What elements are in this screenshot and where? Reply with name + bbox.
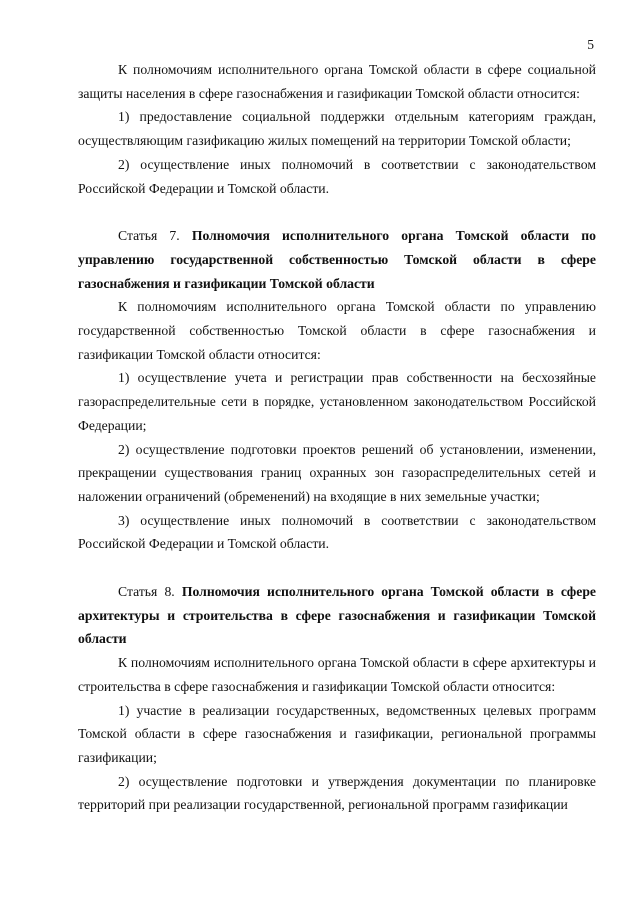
article-8-paragraph-item-1: 1) участие в реализации государственных, ведомственных целевых программ Томской области в сфере газоснабжения и газификации, региональной программы газификации;: [78, 702, 596, 765]
paragraph-social-item-1: 1) предоставление социальной поддержки отдельным категориям граждан, осуществляющим газификацию жилых помещений на территории Томской области;: [78, 109, 596, 149]
article-7-paragraph-item-2: 2) осуществление подготовки проектов решений об установлении, изменении, прекращении существования границ охранных зон газораспределительных сетей и наложении ограничений (обременений) на входящие в них земельные участки;: [78, 441, 596, 504]
article-8-paragraph-item-2: 2) осуществление подготовки и утверждения документации по планировке территорий при реализации государственной, региональной программ газификации: [78, 773, 596, 813]
article-7-paragraph-item-1: 1) осуществление учета и регистрации прав собственности на бесхозяйные газораспределительные сети в порядке, установленном законодательством Российской Федерации;: [78, 370, 596, 433]
page-number: 5: [587, 37, 594, 52]
article-7-number: Статья 7.: [118, 228, 180, 244]
article-7-paragraph-intro: К полномочиям исполнительного органа Томской области по управлению государственной собственностью Томской области в сфере газоснабжения и газификации Томской области относится:: [78, 299, 596, 362]
paragraph-social-item-2: 2) осуществление иных полномочий в соответствии с законодательством Российской Федерации и Томской области.: [78, 156, 596, 196]
article-8-title: Полномочия исполнительного органа Томской области в сфере архитектуры и строительства в сфере газоснабжения и газификации Томской области: [78, 584, 597, 647]
article-8-paragraph-intro: К полномочиям исполнительного органа Томской области в сфере архитектуры и строительства в сфере газоснабжения и газификации Томской области относится:: [78, 655, 596, 694]
section-spacer: [78, 200, 596, 224]
article-8-heading: [78, 580, 596, 651]
article-8-number: Статья 8.: [118, 584, 175, 600]
document-body: [78, 58, 596, 817]
section-spacer: [78, 556, 596, 580]
article-7-heading: [78, 224, 596, 295]
article-7-title: Полномочия исполнительного органа Томской области по управлению государственной собственностью Томской области в сфере газоснабжения и газификации Томской области: [78, 228, 596, 291]
article-7-paragraph-item-3: 3) осуществление иных полномочий в соответствии с законодательством Российской Федерации и Томской области.: [78, 512, 596, 552]
paragraph-social-intro: К полномочиям исполнительного органа Томской области в сфере социальной защиты населения в сфере газоснабжения и газификации Томской области относится:: [78, 62, 596, 101]
